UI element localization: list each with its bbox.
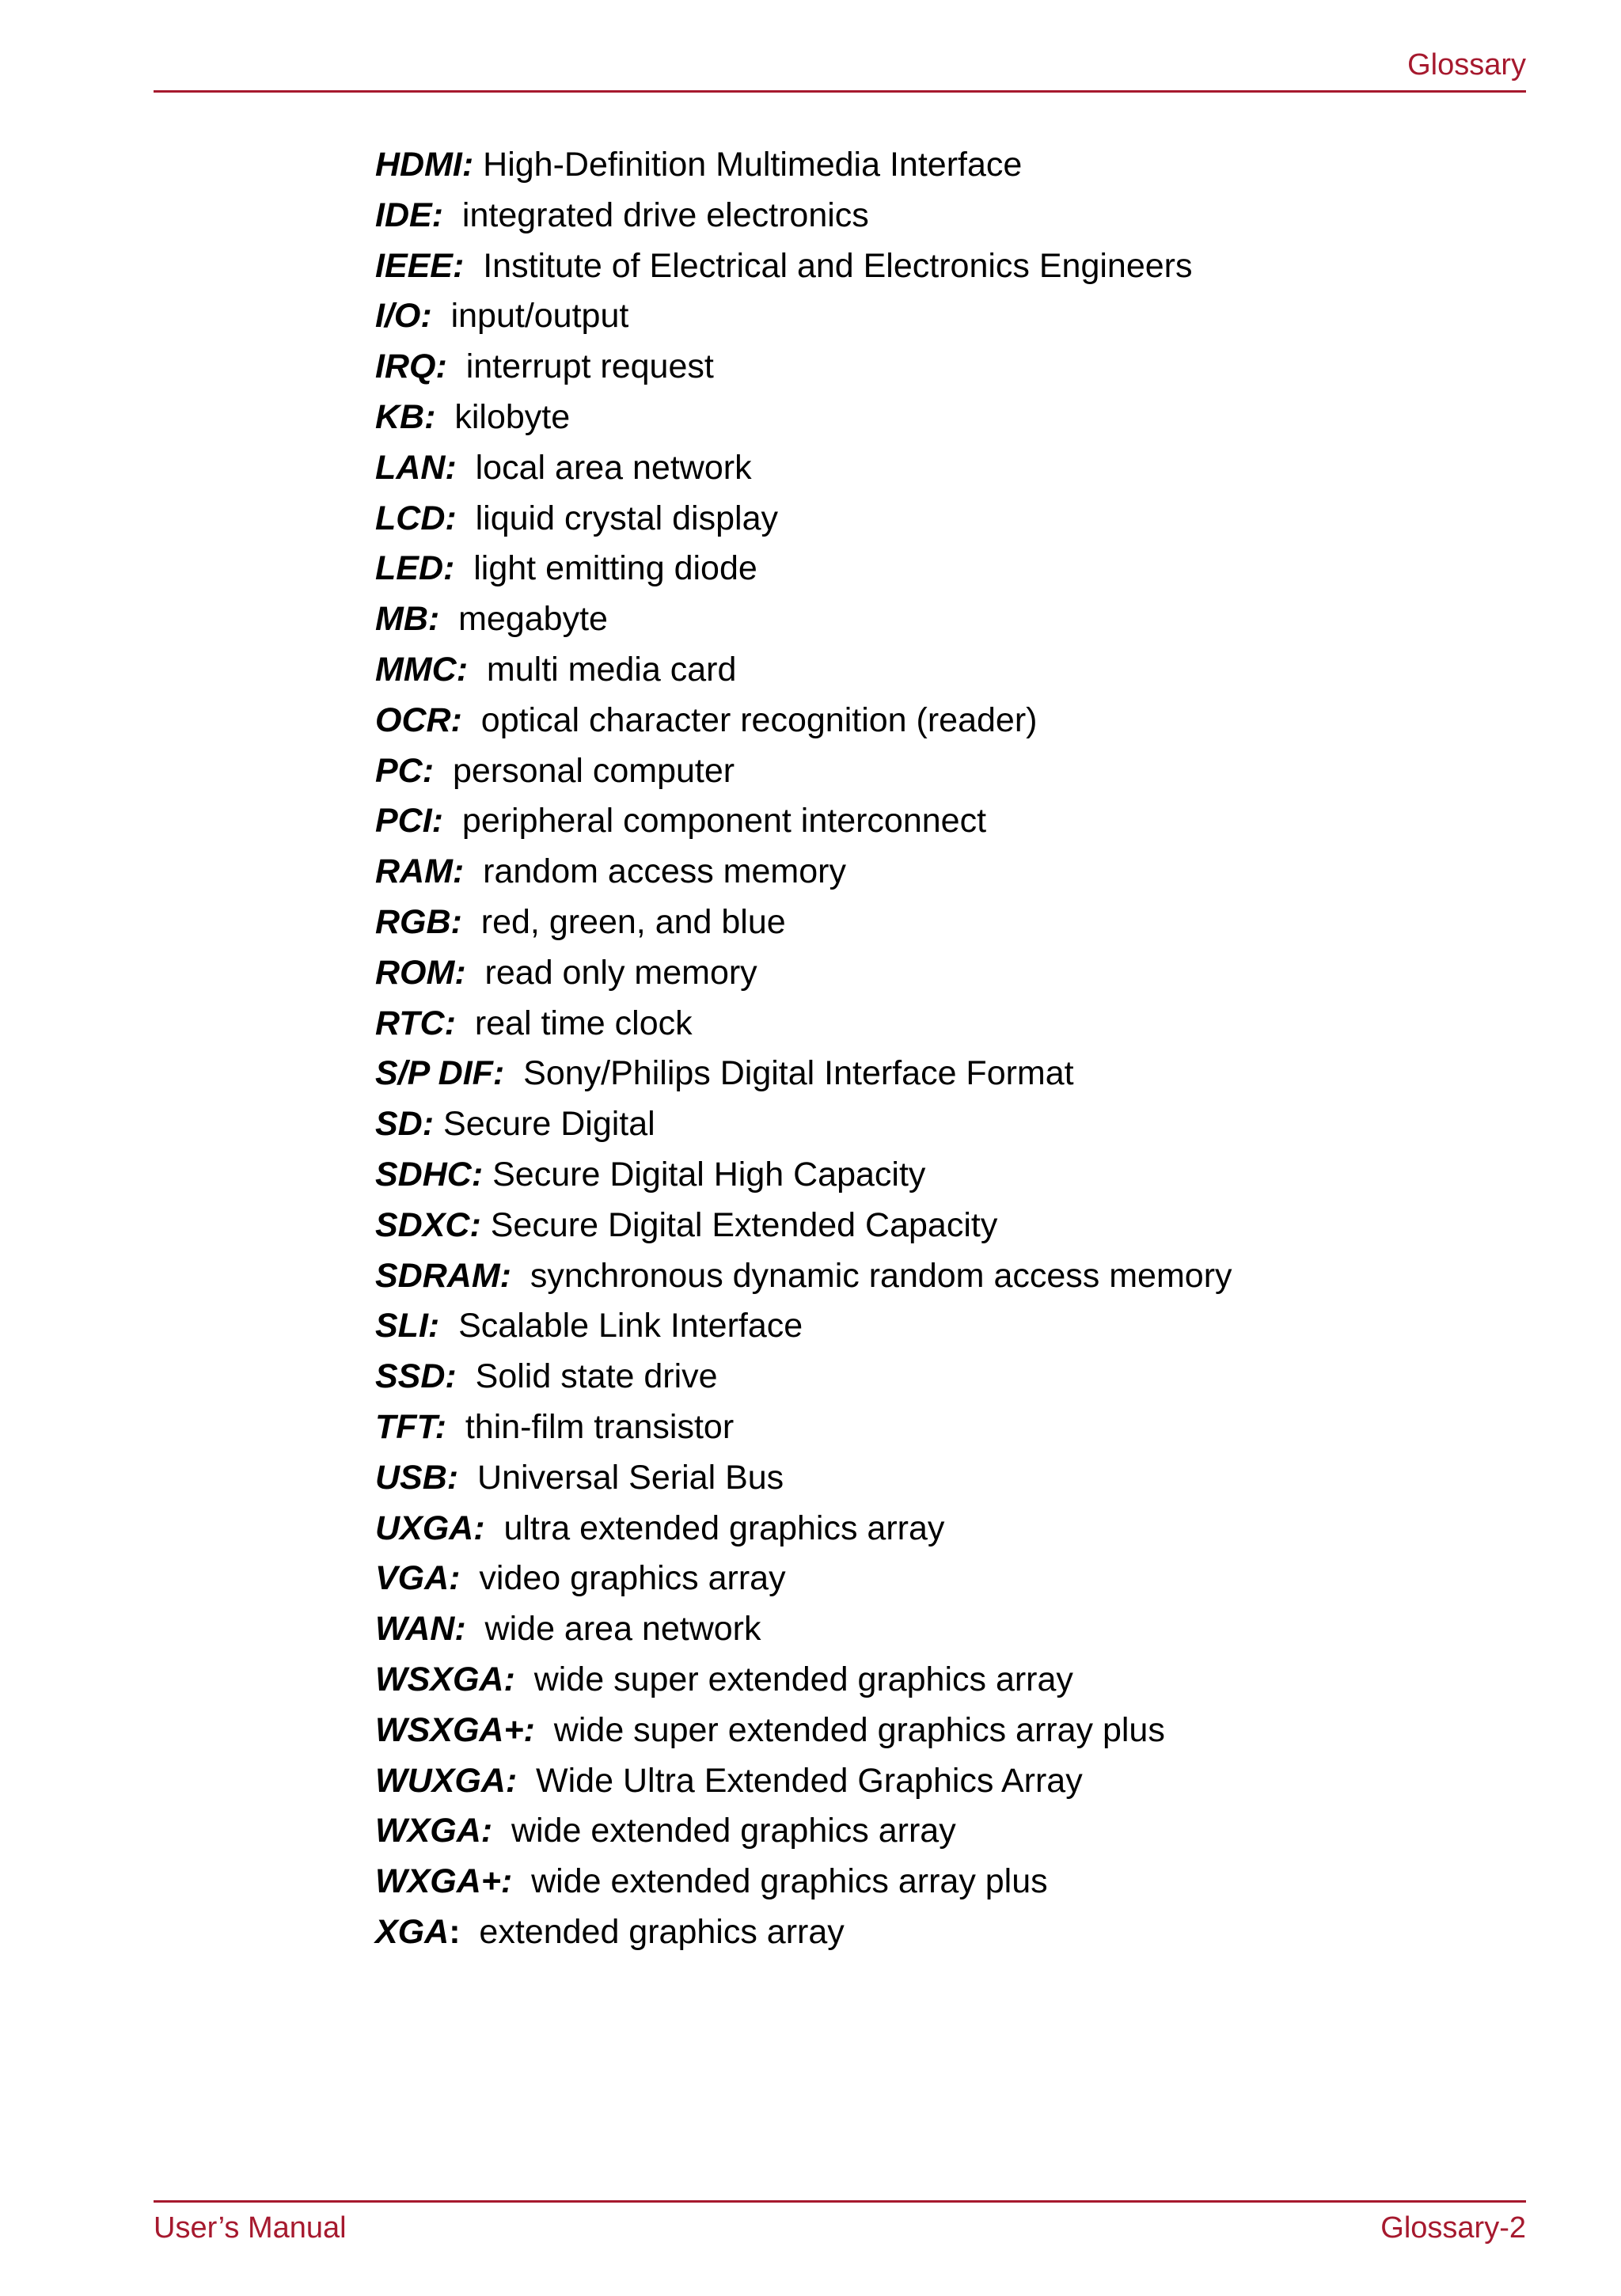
glossary-term: RAM: — [375, 852, 465, 891]
glossary-term: SDRAM: — [375, 1256, 511, 1295]
glossary-separator — [456, 1004, 475, 1042]
glossary-separator — [458, 1459, 477, 1497]
glossary-entry — [375, 1201, 1232, 1251]
glossary-entry — [375, 696, 1232, 746]
glossary-entry — [375, 544, 1232, 594]
glossary-separator — [468, 651, 487, 689]
glossary-term: ROM: — [375, 953, 466, 992]
footer-page-number: Glossary-2 — [1380, 2211, 1526, 2245]
glossary-term: WSXGA+: — [375, 1710, 535, 1749]
glossary-definition: multi media card — [486, 650, 737, 689]
glossary-entry — [375, 241, 1232, 292]
glossary-definition: Secure Digital High Capacity — [492, 1155, 926, 1194]
glossary-separator — [432, 297, 451, 335]
glossary-term: WUXGA: — [375, 1761, 518, 1800]
glossary-term: SLI: — [375, 1307, 440, 1345]
glossary-term: RGB: — [375, 902, 462, 941]
glossary-term: IEEE: — [375, 246, 465, 285]
glossary-definition: Wide Ultra Extended Graphics Array — [536, 1761, 1083, 1800]
glossary-definition: wide area network — [484, 1610, 761, 1649]
glossary-entry — [375, 494, 1232, 545]
glossary-entry — [375, 443, 1232, 494]
glossary-term: SSD: — [375, 1357, 457, 1396]
glossary-separator — [464, 852, 483, 890]
glossary-entry — [375, 645, 1232, 696]
glossary-definition: light emitting diode — [473, 549, 757, 588]
glossary-definition: liquid crystal display — [475, 499, 778, 537]
footer-divider — [154, 2200, 1526, 2203]
glossary-term: WXGA: — [375, 1812, 493, 1850]
glossary-definition: Scalable Link Interface — [458, 1307, 803, 1345]
glossary-term: S/P DIF: — [375, 1054, 505, 1093]
glossary-entry — [375, 1504, 1232, 1554]
glossary-entry — [375, 1301, 1232, 1352]
glossary-entry — [375, 999, 1232, 1049]
glossary-entry — [375, 1604, 1232, 1655]
glossary-definition: Secure Digital Extended Capacity — [490, 1205, 998, 1244]
glossary-separator — [443, 802, 462, 840]
glossary-entry — [375, 1806, 1232, 1857]
glossary-entry — [375, 847, 1232, 898]
glossary-definition: ultra extended graphics array — [503, 1509, 945, 1547]
glossary-term: TFT: — [375, 1407, 446, 1446]
glossary-entry — [375, 191, 1232, 241]
glossary-separator — [439, 600, 458, 638]
glossary-term: PC: — [375, 751, 435, 790]
glossary-separator — [535, 1711, 554, 1749]
glossary-term: KB: — [375, 397, 436, 436]
glossary-definition: wide super extended graphics array — [533, 1660, 1073, 1698]
glossary-entry — [375, 1655, 1232, 1706]
glossary-separator — [466, 954, 485, 992]
glossary-separator — [457, 499, 476, 537]
glossary-term: SDHC: — [375, 1155, 484, 1194]
glossary-entry — [375, 1554, 1232, 1604]
glossary-definition: peripheral component interconnect — [461, 802, 987, 841]
glossary-separator — [466, 1610, 485, 1648]
glossary-definition: thin-film transistor — [465, 1407, 735, 1446]
glossary-term: OCR: — [375, 700, 462, 739]
glossary-entry — [375, 1150, 1232, 1201]
glossary-term: IDE: — [375, 195, 443, 234]
glossary-separator — [439, 1307, 458, 1345]
glossary-definition: wide extended graphics array plus — [531, 1862, 1048, 1901]
glossary-definition: Solid state drive — [475, 1357, 718, 1396]
glossary-entry — [375, 1756, 1232, 1807]
glossary-definition: interrupt request — [465, 347, 714, 386]
glossary-entry — [375, 746, 1232, 797]
glossary-entry — [375, 1251, 1232, 1302]
glossary-term: MMC: — [375, 650, 469, 689]
glossary-definition: Sony/Philips Digital Interface Format — [523, 1054, 1074, 1093]
glossary-definition: optical character recognition (reader) — [480, 700, 1038, 739]
glossary-entry — [375, 1907, 1232, 1958]
glossary-term: PCI: — [375, 802, 443, 841]
glossary-term: VGA: — [375, 1559, 461, 1598]
glossary-entry — [375, 948, 1232, 999]
glossary-definition: synchronous dynamic random access memory — [530, 1256, 1232, 1295]
glossary-separator — [435, 398, 454, 436]
glossary-separator — [512, 1862, 531, 1900]
glossary-entry — [375, 140, 1232, 191]
glossary-separator — [434, 752, 453, 790]
glossary-term: WAN: — [375, 1610, 466, 1649]
glossary-entry — [375, 1049, 1232, 1099]
glossary-term: SD: — [375, 1105, 435, 1144]
glossary-term: LED: — [375, 549, 455, 588]
glossary-separator — [434, 1105, 443, 1143]
glossary-term: WXGA+: — [375, 1862, 513, 1901]
glossary-separator — [461, 1559, 480, 1597]
glossary-definition: wide super extended graphics array plus — [553, 1710, 1165, 1749]
glossary-definition: wide extended graphics array — [511, 1812, 956, 1850]
glossary-definition: red, green, and blue — [480, 902, 786, 941]
glossary-term: WSXGA: — [375, 1660, 515, 1698]
glossary-term: XGA — [375, 1912, 450, 1951]
glossary-separator — [515, 1660, 534, 1698]
glossary-term: SDXC: — [375, 1205, 481, 1244]
glossary-entry — [375, 1099, 1232, 1150]
glossary-separator — [464, 247, 483, 285]
glossary-entry — [375, 1706, 1232, 1756]
glossary-definition: video graphics array — [479, 1559, 786, 1598]
glossary-entry — [375, 291, 1232, 342]
glossary-definition: personal computer — [452, 751, 735, 790]
page-header-title: Glossary — [1407, 48, 1526, 82]
glossary-definition: integrated drive electronics — [461, 195, 869, 234]
glossary-definition: Secure Digital — [443, 1105, 655, 1144]
glossary-entry — [375, 898, 1232, 948]
glossary-definition: random access memory — [483, 852, 846, 891]
glossary-definition: input/output — [450, 297, 629, 336]
glossary-entry — [375, 1857, 1232, 1907]
glossary-entry — [375, 594, 1232, 645]
glossary-separator — [492, 1812, 511, 1850]
glossary-separator — [447, 347, 466, 385]
glossary-definition: read only memory — [484, 953, 757, 992]
glossary-term: I/O: — [375, 297, 432, 336]
glossary-separator — [462, 701, 481, 739]
glossary-definition: extended graphics array — [479, 1912, 845, 1951]
glossary-definition: Universal Serial Bus — [477, 1458, 784, 1497]
glossary-definition: real time clock — [474, 1004, 693, 1042]
glossary-separator — [517, 1762, 536, 1800]
glossary-entry — [375, 1402, 1232, 1453]
glossary-definition: High-Definition Multimedia Interface — [483, 146, 1023, 184]
glossary-entry — [375, 796, 1232, 847]
glossary-list — [375, 140, 1232, 1958]
glossary-separator — [485, 1509, 504, 1547]
glossary-term: USB: — [375, 1458, 459, 1497]
glossary-entry — [375, 393, 1232, 443]
footer-manual-title: User’s Manual — [154, 2211, 347, 2245]
glossary-separator — [457, 449, 476, 487]
header-divider — [154, 90, 1526, 93]
glossary-term: HDMI: — [375, 146, 474, 184]
glossary-separator — [461, 1913, 480, 1951]
glossary-separator — [473, 146, 483, 184]
glossary-term: IRQ: — [375, 347, 447, 386]
glossary-entry — [375, 1352, 1232, 1402]
glossary-entry — [375, 1453, 1232, 1504]
glossary-definition: megabyte — [458, 600, 608, 639]
glossary-separator — [511, 1257, 530, 1295]
glossary-separator — [483, 1156, 492, 1194]
glossary-separator — [454, 549, 473, 587]
glossary-separator — [504, 1054, 523, 1092]
glossary-term: UXGA: — [375, 1509, 485, 1547]
glossary-separator — [446, 1408, 465, 1446]
glossary-separator — [457, 1357, 476, 1395]
glossary-term: LAN: — [375, 448, 457, 487]
glossary-entry — [375, 342, 1232, 393]
glossary-definition: kilobyte — [454, 397, 571, 436]
glossary-separator — [462, 903, 481, 941]
glossary-term: LCD: — [375, 499, 457, 537]
glossary-separator — [443, 196, 462, 234]
glossary-term: MB: — [375, 600, 440, 639]
glossary-term-colon: : — [449, 1912, 461, 1951]
glossary-term: RTC: — [375, 1004, 456, 1042]
glossary-definition: local area network — [475, 448, 752, 487]
glossary-definition: Institute of Electrical and Electronics Engineers — [483, 246, 1193, 285]
glossary-separator — [481, 1206, 491, 1244]
